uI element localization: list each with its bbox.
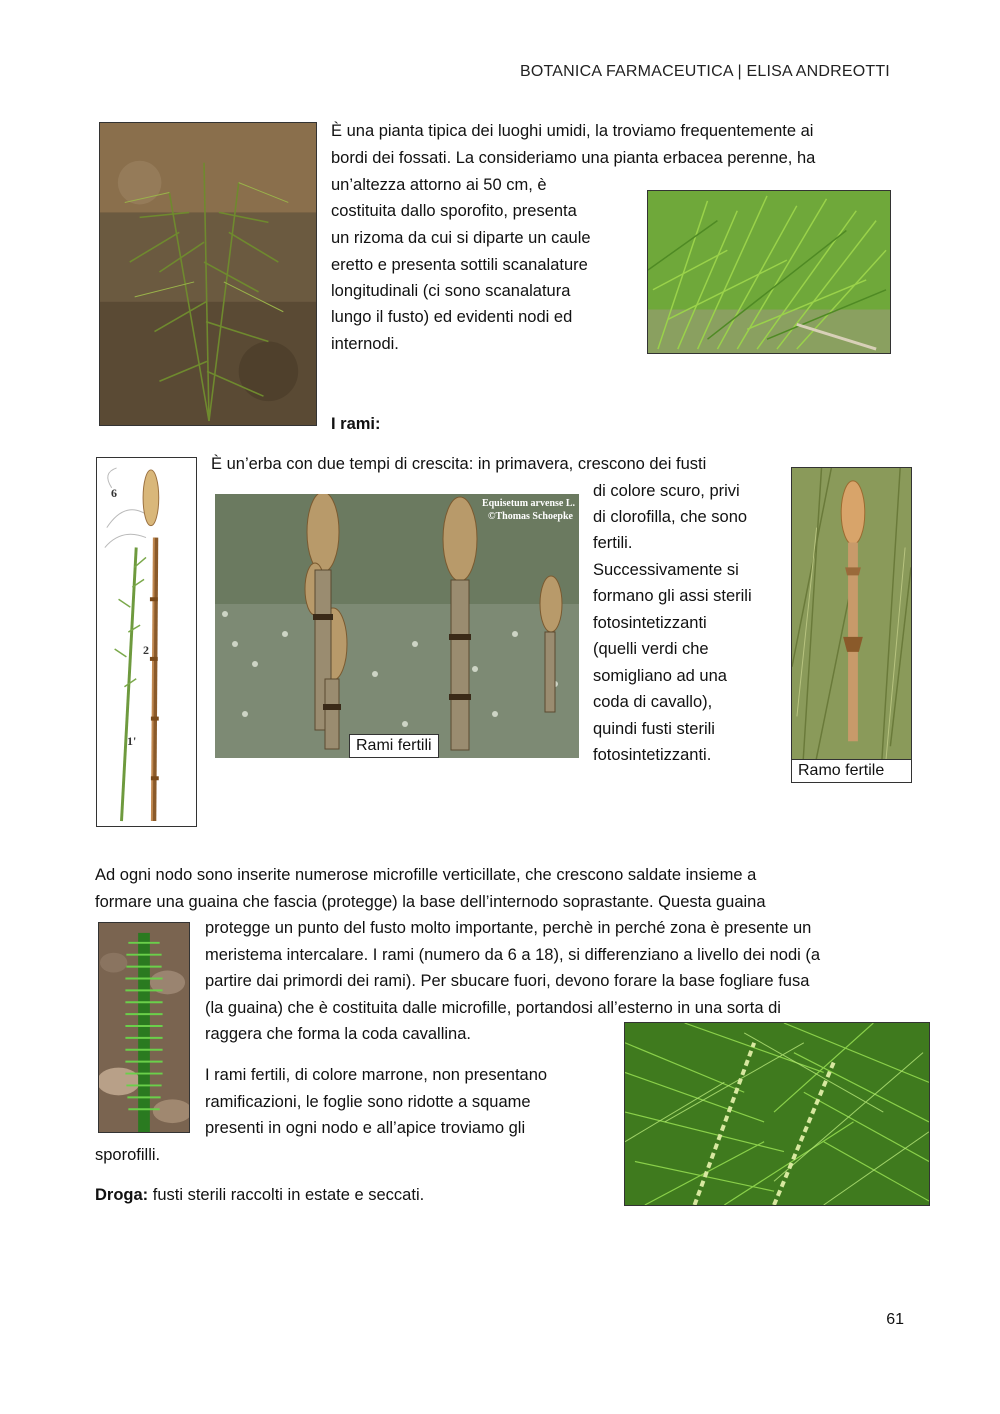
ramo-fertile-label: Ramo fertile [792, 759, 911, 782]
intro-line: eretto e presenta sottili scanalature [331, 256, 588, 274]
intro-line: È una pianta tipica dei luoghi umidi, la troviamo frequentemente ai [331, 122, 814, 140]
rami-line: fotosintetizzanti. [593, 746, 712, 764]
rami-line: quindi fusti sterili [593, 720, 715, 738]
rami-line: fotosintetizzanti [593, 614, 707, 632]
page-number: 61 [886, 1311, 904, 1328]
rami-fertili-label: Rami fertili [349, 734, 439, 758]
fertili-line: sporofilli. [95, 1146, 161, 1164]
microfille-line: (la guaina) che è costituita dalle microfille, portandosi all’esterno in una sorta di [205, 999, 781, 1017]
photo-green-horsetail [647, 190, 891, 354]
drawing-label: 2 [143, 643, 149, 657]
photo-credit: ©Thomas Schoepke [488, 511, 573, 522]
rami-first-line: È un’erba con due tempi di crescita: in primavera, crescono dei fusti [211, 455, 707, 473]
fertili-line: ramificazioni, le foglie sono ridotte a squame [205, 1093, 531, 1111]
intro-line: longitudinali (ci sono scanalatura [331, 282, 571, 300]
microfille-line: protegge un punto del fusto molto importante, perchè in perché zona è presente un [205, 919, 812, 937]
drawing-label: 1' [127, 734, 137, 748]
rami-line: formano gli assi sterili [593, 587, 752, 605]
microfille-line: meristema intercalare. I rami (numero da 6 a 18), si differenziano a livello dei nodi (a [205, 946, 821, 964]
photo-credit: Equisetum arvense L. [481, 498, 575, 509]
droga-label: Droga: [95, 1186, 149, 1204]
rami-line: somigliano ad una [593, 667, 727, 685]
botanical-drawing [96, 457, 197, 827]
microfille-line: Ad ogni nodo sono inserite numerose microfille verticillate, che crescono saldate insieme a [95, 866, 757, 884]
photo-young-shoot [98, 922, 190, 1133]
photo-ramo-fertile [791, 467, 912, 783]
microfille-line: raggera che forma la coda cavallina. [205, 1025, 471, 1043]
microfille-line: partire dai primordi dei rami). Per sbucare fuori, devono forare la base fogliare fusa [205, 972, 810, 990]
intro-line: costituita dallo sporofito, presenta [331, 202, 577, 220]
rami-line: di colore scuro, privi [593, 482, 740, 500]
intro-line: internodi. [331, 335, 399, 353]
droga-paragraph [95, 1186, 424, 1205]
photo-fertile-shoots [215, 494, 579, 758]
rami-line: coda di cavallo), [593, 693, 713, 711]
rami-heading: I rami: [331, 415, 381, 433]
rami-line: (quelli verdi che [593, 640, 709, 658]
fertili-line: I rami fertili, di colore marrone, non presentano [205, 1066, 548, 1084]
photo-horsetail-branches [624, 1022, 930, 1206]
droga-text: fusti sterili raccolti in estate e seccati. [148, 1186, 425, 1204]
page-header: BOTANICA FARMACEUTICA | ELISA ANDREOTTI [520, 63, 890, 80]
intro-line: lungo il fusto) ed evidenti nodi ed [331, 308, 573, 326]
fertili-line: presenti in ogni nodo e all’apice troviamo gli [205, 1119, 526, 1137]
rami-line: fertili. [593, 534, 633, 552]
intro-line: un rizoma da cui si diparte un caule [331, 229, 591, 247]
rami-line: di clorofilla, che sono [593, 508, 748, 526]
microfille-line: formare una guaina che fascia (protegge) la base dell’internodo soprastante. Questa guaina [95, 893, 766, 911]
drawing-label: 6 [111, 486, 117, 500]
intro-line: bordi dei fossati. La consideriamo una pianta erbacea perenne, ha [331, 149, 816, 167]
intro-line: un’altezza attorno ai 50 cm, è [331, 176, 547, 194]
photo-plant-soil [99, 122, 317, 426]
rami-line: Successivamente si [593, 561, 739, 579]
